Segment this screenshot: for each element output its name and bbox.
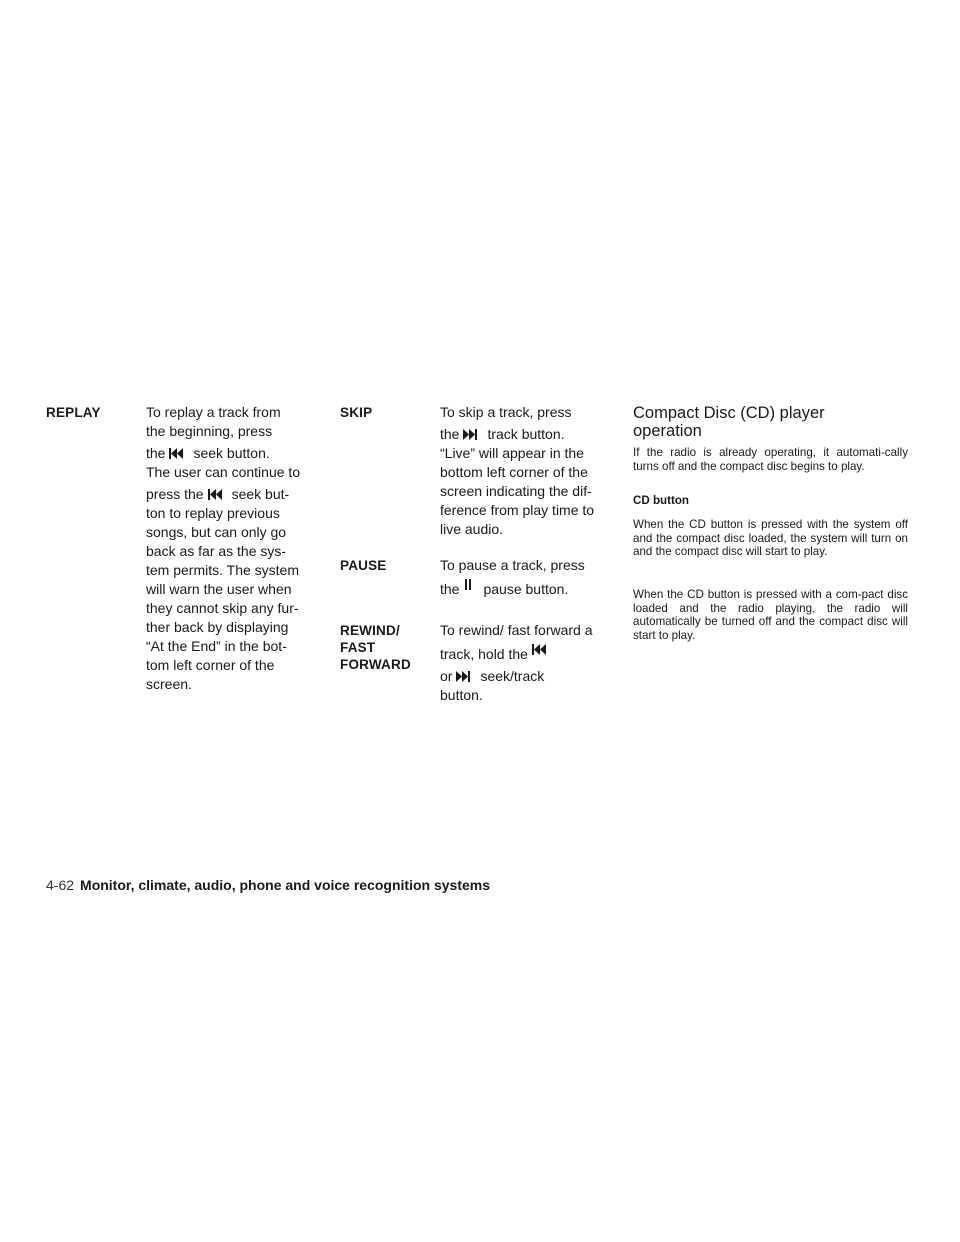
skip-line: “Live” will appear in the: [440, 445, 584, 461]
cd-paragraph-1: When the CD button is pressed with the system off and the compact disc loaded, the system will turn on and the compact disc will start to play.: [633, 518, 908, 558]
skip-description: [440, 403, 594, 539]
replay-line: ton to replay previous: [146, 505, 280, 521]
rewind-term: [340, 622, 411, 673]
rewind-description: [440, 621, 593, 705]
replay-line: ther back by displaying: [146, 619, 289, 635]
replay-line: The user can continue to: [146, 464, 301, 480]
cd-heading-line: operation: [633, 422, 702, 440]
pause-line: the: [440, 581, 460, 597]
skip-line: bottom left corner of the: [440, 464, 588, 480]
pause-line: pause button.: [483, 581, 569, 597]
rewind-line: button.: [440, 687, 483, 703]
pause-description: [440, 556, 585, 599]
rewind-line: To rewind/ fast forward a: [440, 622, 593, 638]
cd-paragraph-2: When the CD button is pressed with a com-pact disc loaded and the radio playing, the radio will automatically be turned off and the compact disc will start to play.: [633, 588, 908, 642]
replay-line: To replay a track from: [146, 404, 281, 420]
skip-line: the: [440, 426, 460, 442]
pause-icon: [463, 579, 473, 591]
replay-term: REPLAY: [46, 405, 101, 420]
rewind-term-line: FORWARD: [340, 657, 411, 672]
replay-line: tom left corner of the: [146, 657, 275, 673]
replay-line: seek but-: [231, 486, 290, 502]
replay-line: the: [146, 445, 166, 461]
skip-term: SKIP: [340, 405, 373, 420]
pause-line: To pause a track, press: [440, 557, 585, 573]
cd-intro-paragraph: If the radio is already operating, it automati-cally turns off and the compact disc begins to play.: [633, 446, 908, 473]
seek-back-icon: [169, 448, 183, 459]
replay-line: back as far as the sys-: [146, 543, 287, 559]
track-next-icon: [456, 671, 470, 682]
rewind-line: or: [440, 668, 453, 684]
cd-button-subheading: CD button: [633, 494, 690, 507]
seek-back-icon: [532, 644, 546, 655]
page-footer: [46, 876, 490, 894]
replay-line: seek button.: [193, 445, 270, 461]
skip-line: screen indicating the dif-: [440, 483, 592, 499]
rewind-term-line: REWIND/: [340, 623, 400, 638]
rewind-term-line: FAST: [340, 640, 376, 655]
skip-line: To skip a track, press: [440, 404, 572, 420]
pause-term: PAUSE: [340, 558, 387, 573]
replay-line: “At the End” in the bot-: [146, 638, 287, 654]
replay-line: tem permits. The system: [146, 562, 300, 578]
skip-line: track button.: [487, 426, 565, 442]
replay-line: will warn the user when: [146, 581, 292, 597]
seek-back-icon: [208, 489, 222, 500]
rewind-line: seek/track: [480, 668, 545, 684]
replay-line: press the: [146, 486, 204, 502]
replay-line: the beginning, press: [146, 423, 273, 439]
rewind-line: track, hold the: [440, 646, 528, 662]
page-number: 4-62: [46, 877, 75, 893]
skip-line: ference from play time to: [440, 502, 595, 518]
cd-heading-line: Compact Disc (CD) player: [633, 404, 825, 422]
skip-line: live audio.: [440, 521, 504, 537]
replay-line: songs, but can only go: [146, 524, 287, 540]
replay-line: they cannot skip any fur-: [146, 600, 299, 616]
track-next-icon: [463, 429, 477, 440]
cd-section-heading: [633, 404, 913, 440]
chapter-title: Monitor, climate, audio, phone and voice recognition systems: [80, 877, 490, 893]
replay-line: screen.: [146, 676, 192, 692]
replay-description: [146, 403, 300, 694]
